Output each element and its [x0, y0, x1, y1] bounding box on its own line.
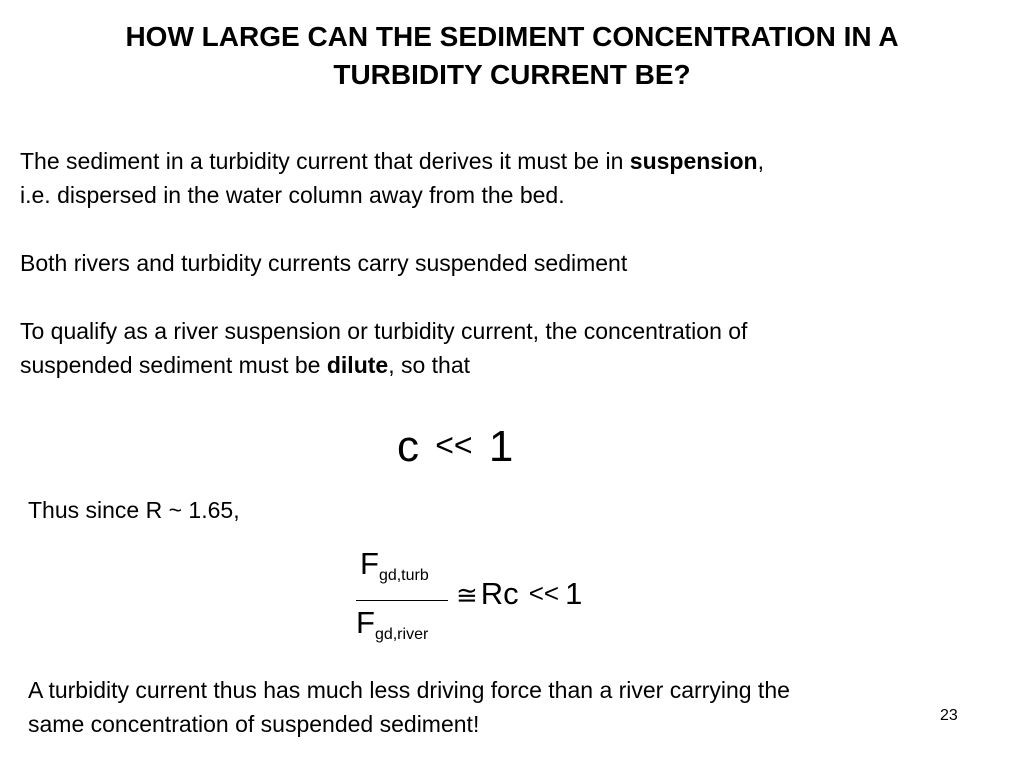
- force-ratio-fraction: [356, 544, 448, 655]
- paragraph-dilute: [20, 314, 1000, 382]
- slide-title: [0, 18, 1024, 94]
- text-run: suspended sediment must be: [20, 352, 327, 378]
- paragraph-suspension: [20, 144, 1000, 212]
- force-symbol: F: [356, 605, 375, 640]
- equation-one: 1: [488, 422, 514, 471]
- page-number: 23: [940, 707, 958, 724]
- equation-rc: Rc: [480, 576, 519, 611]
- title-line-1: HOW LARGE CAN THE SEDIMENT CONCENTRATION IN A: [125, 21, 899, 52]
- fraction-denominator: [356, 603, 448, 655]
- text-run: The sediment in a turbidity current that derives it must be in: [20, 148, 630, 174]
- text-run: , so that: [388, 352, 471, 378]
- paragraph-conclusion: [28, 673, 1008, 741]
- text-run: ,: [757, 148, 764, 174]
- paragraph-conclusion-line-2: same concentration of suspended sediment!: [28, 711, 480, 737]
- bold-term-suspension: suspension: [629, 148, 758, 174]
- fraction-numerator: [360, 544, 448, 596]
- subscript-turb: gd,turb: [378, 567, 429, 584]
- force-ratio-rhs: [456, 573, 582, 615]
- paragraph-dilute-line-2: [20, 348, 1000, 382]
- subscript-river: gd,river: [374, 626, 429, 643]
- title-line-2: TURBIDITY CURRENT BE?: [333, 59, 691, 90]
- much-less-than-symbol: <<: [528, 578, 560, 608]
- paragraph-suspension-line-2: i.e. dispersed in the water column away from the bed.: [20, 182, 565, 208]
- much-less-than-symbol: <<: [435, 427, 473, 463]
- approx-equal-symbol: ≅: [456, 580, 478, 610]
- paragraph-suspension-line-1: [20, 144, 1000, 178]
- equation-one: 1: [565, 576, 583, 611]
- fraction-bar: [356, 600, 448, 601]
- paragraph-dilute-line-1: To qualify as a river suspension or turbidity current, the concentration of: [20, 318, 748, 344]
- paragraph-rivers: Both rivers and turbidity currents carry suspended sediment: [20, 250, 628, 276]
- thus-since-text: Thus since R ~ 1.65,: [28, 497, 240, 523]
- equation-concentration: [397, 418, 513, 474]
- bold-term-dilute: dilute: [326, 352, 389, 378]
- force-symbol: F: [360, 546, 379, 581]
- equation-c: c: [397, 422, 419, 471]
- paragraph-conclusion-line-1: A turbidity current thus has much less driving force than a river carrying the: [28, 677, 790, 703]
